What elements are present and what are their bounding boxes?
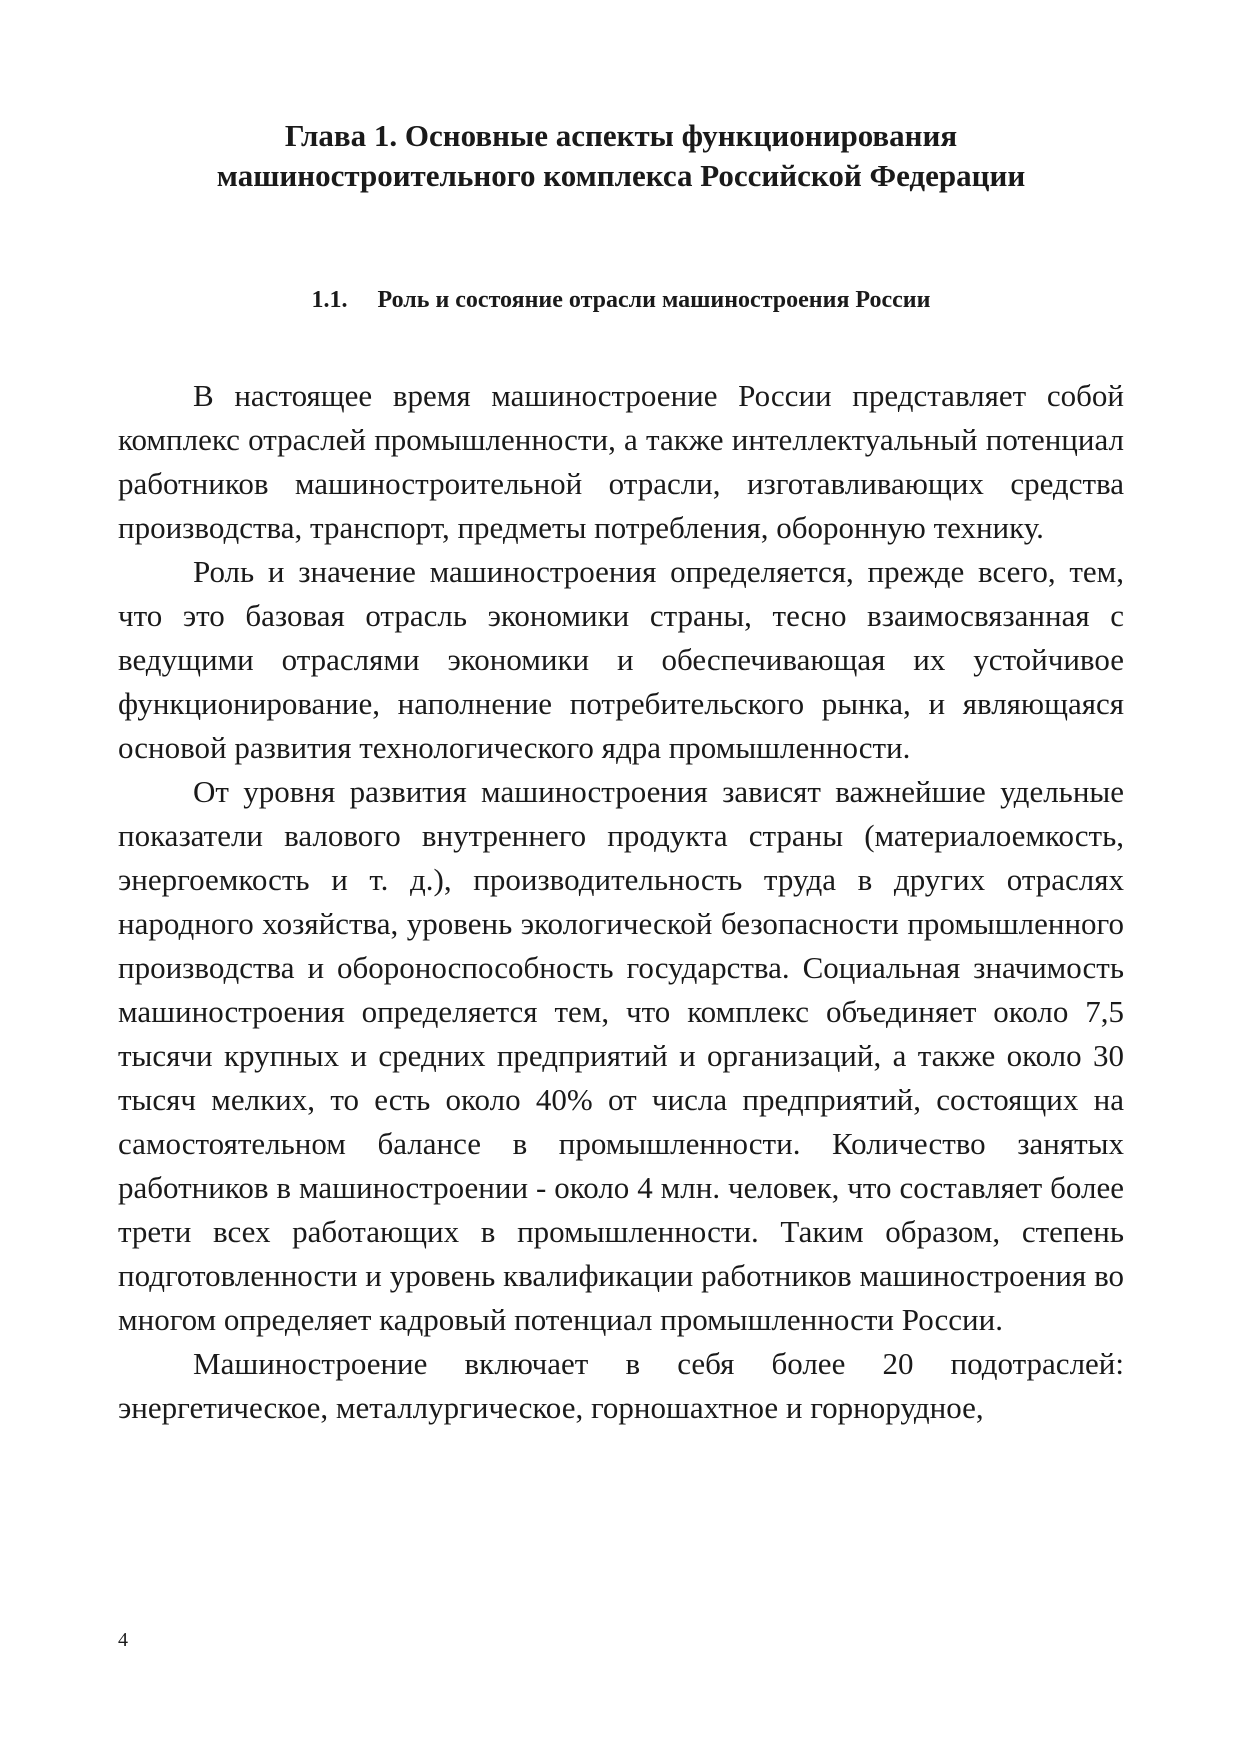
paragraph-1: В настоящее время машиностроение России представляет собой комплекс отраслей промышленности, а также интеллектуальный потенциал работников машиностроительной отрасли, изготавливающих средства производства, транспорт, предметы потребления, оборонную технику.	[118, 378, 1124, 545]
section-number: 1.1.	[311, 287, 348, 313]
paragraph-3: От уровня развития машиностроения зависят важнейшие удельные показатели валового внутреннего продукта страны (материалоемкость, энергоемкость и т. д.), производительность труда в других отраслях народного хозяйства, уровень экологической безопасности промышленного производства и обороноспособность государства. Социальная значимость машиностроения определяется тем, что комплекс объединяет около 7,5 тысячи крупных и средних предприятий и организаций, а также около 30 тысяч мелких, то есть около 40% от числа предприятий, состоящих на самостоятельном балансе в промышленности. Количество занятых работников в машиностроении - около 4 млн. человек, что составляет более трети всех работающих в промышленности. Таким образом, степень подготовленности и уровень квалификации работников машиностроения во многом определяет кадровый потенциал промышленности России.	[118, 774, 1124, 1337]
paragraph-4: Машиностроение включает в себя более 20 подотраслей: энергетическое, металлургическое, горношахтное и горнорудное,	[118, 1346, 1124, 1425]
chapter-title-line-2: машиностроительного комплекса Российской Федерации	[216, 158, 1026, 193]
body-text	[118, 374, 1124, 1430]
section-title: Роль и состояние отрасли машиностроения России	[377, 287, 931, 313]
section-heading	[118, 285, 1124, 315]
page-number: 4	[118, 1629, 128, 1651]
paragraph-2: Роль и значение машиностроения определяется, прежде всего, тем, что это базовая отрасль экономики страны, тесно взаимосвязанная с ведущими отраслями экономики и обеспечивающая их устойчивое функционирование, наполнение потребительского рынка, и являющаяся основой развития технологического ядра промышленности.	[118, 554, 1124, 765]
chapter-title-line-1: Глава 1. Основные аспекты функционирования	[284, 118, 958, 153]
chapter-title	[118, 116, 1124, 196]
